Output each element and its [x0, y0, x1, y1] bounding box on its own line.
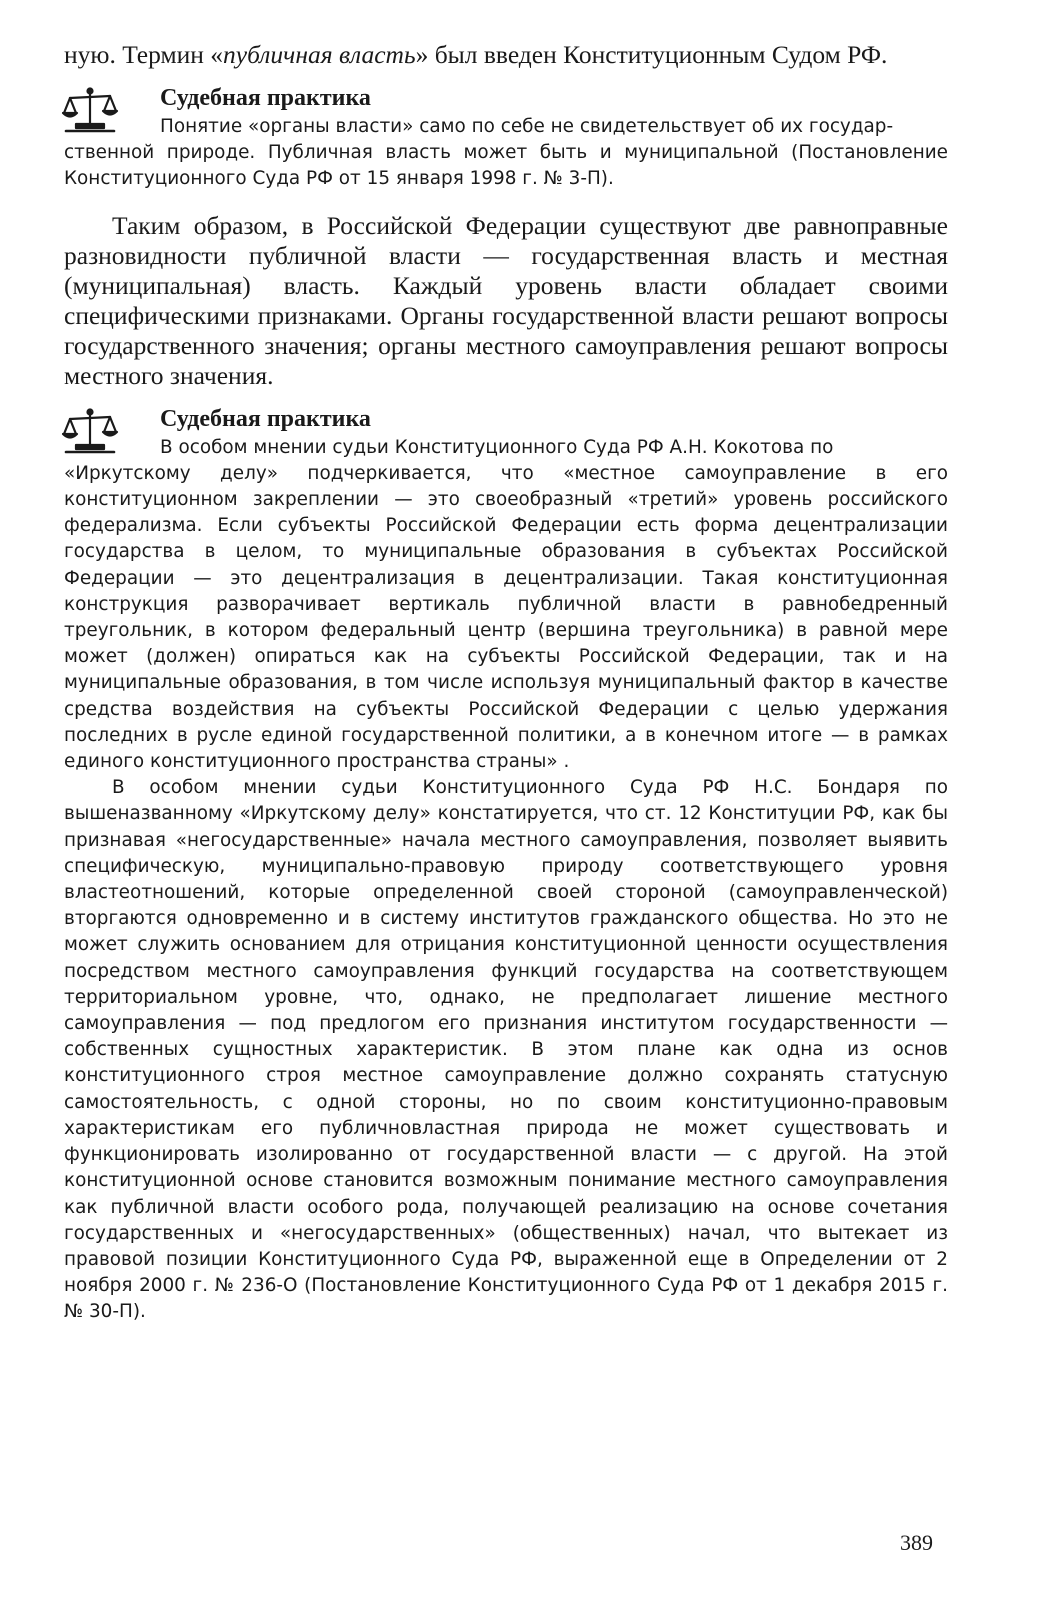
intro-text-end: » был введен Конституционным Судом РФ.	[415, 40, 888, 69]
practice-text-body: «Иркутскому делу» подчеркивается, что «местное самоуправление в его конституционном закреплении — это своеобразный «третий» уровень российского федерализма. Если субъекты Российской Федерации есть форма децентрализации государства в целом, то муниципальные образования в субъектах Российской Федерации — это децентрализация в децентрализации. Такая конституционная конструкция разворачивает вертикаль публичной власти в равнобедренный треугольник, в котором федеральный центр (вершина треугольника) в равной мере может (должен) опираться как на субъекты Российской Федерации, так и на муниципальные образования, в том числе используя муниципальный фактор в качестве средства воздействия на субъекты Российской Федерации с целью удержания последних в русле единой государственной политики, а в конечном итоге — в рамках единого конституционного пространства страны» .	[64, 462, 948, 773]
main-paragraph: Таким образом, в Российской Федерации существуют две равноправные разновидности публичной власти — государственная власть и местная (муниципальная) власть. Каждый уровень власти обладает своими специфическими признаками. Органы государственной власти решают вопросы государственного значения; органы местного самоуправления решают вопросы местного значения.	[64, 210, 948, 390]
intro-text-start: ную. Термин «	[64, 40, 224, 69]
practice-paragraph-2: В особом мнении судьи Конституционного Суда РФ Н.С. Бондаря по вышеназванному «Иркутскому делу» констатируется, что ст. 12 Конституции РФ, как бы признавая «негосударственные» начала местного самоуправления, позволяет выявить специфическую, муниципально-правовую природу соответствующего уровня властеотношений, которые определенной своей стороной (самоуправленческой) вторгаются одновременно и в систему институтов гражданского общества. Но это не может служить основанием для отрицания конституционной ценности осуществления посредством местного самоуправления функций государства на соответствующем территориальном уровне, что, однако, не предполагает лишение местного самоуправления — под предлогом его признания институтом государственности — собственных сущностных характеристик. В этом плане как одна из основ конституционного строя местное самоуправление должно сохранять статусную самостоятельность, с одной стороны, но по своим конституционно-правовым характеристикам его публичновластная природа не может существовать и функционировать изолированно от государственной власти — с другой. На этой конституционной основе становится возможным понимание местного самоуправления как публичной власти особого рода, получающей реализацию на основе сочетания государственных и «негосударственных» (общественных) начал, что вытекает из правовой позиции Конституционного Суда РФ, выраженной еще в Определении от 2 ноября 2000 г. № 236-О (Постановление Конституционного Суда РФ от 1 декабря 2015 г. № 30-П).	[64, 777, 948, 1323]
practice-title: Судебная практика	[160, 405, 371, 432]
scales-of-justice-icon	[60, 407, 120, 455]
practice-text	[64, 435, 948, 1326]
practice-text-body: ственной природе. Публичная власть может быть и муниципальной (Постановление Конституционного Суда РФ от 15 января 1998 г. № 3-П).	[64, 142, 948, 190]
practice-text	[64, 114, 948, 193]
practice-first-line: В особом мнении судьи Конституционного Суда РФ А.Н. Кокотова по	[160, 436, 834, 458]
scales-of-justice-icon	[60, 86, 120, 134]
practice-first-line: Понятие «органы власти» само по себе не свидетельствует об их государ-	[160, 116, 894, 137]
page-number: 389	[900, 1530, 933, 1555]
intro-paragraph	[64, 40, 948, 70]
court-practice-block-1	[64, 84, 948, 193]
court-practice-block-2	[64, 405, 948, 1326]
intro-term: публичная власть	[223, 40, 416, 69]
page-content	[64, 40, 948, 1344]
practice-title: Судебная практика	[160, 85, 371, 111]
